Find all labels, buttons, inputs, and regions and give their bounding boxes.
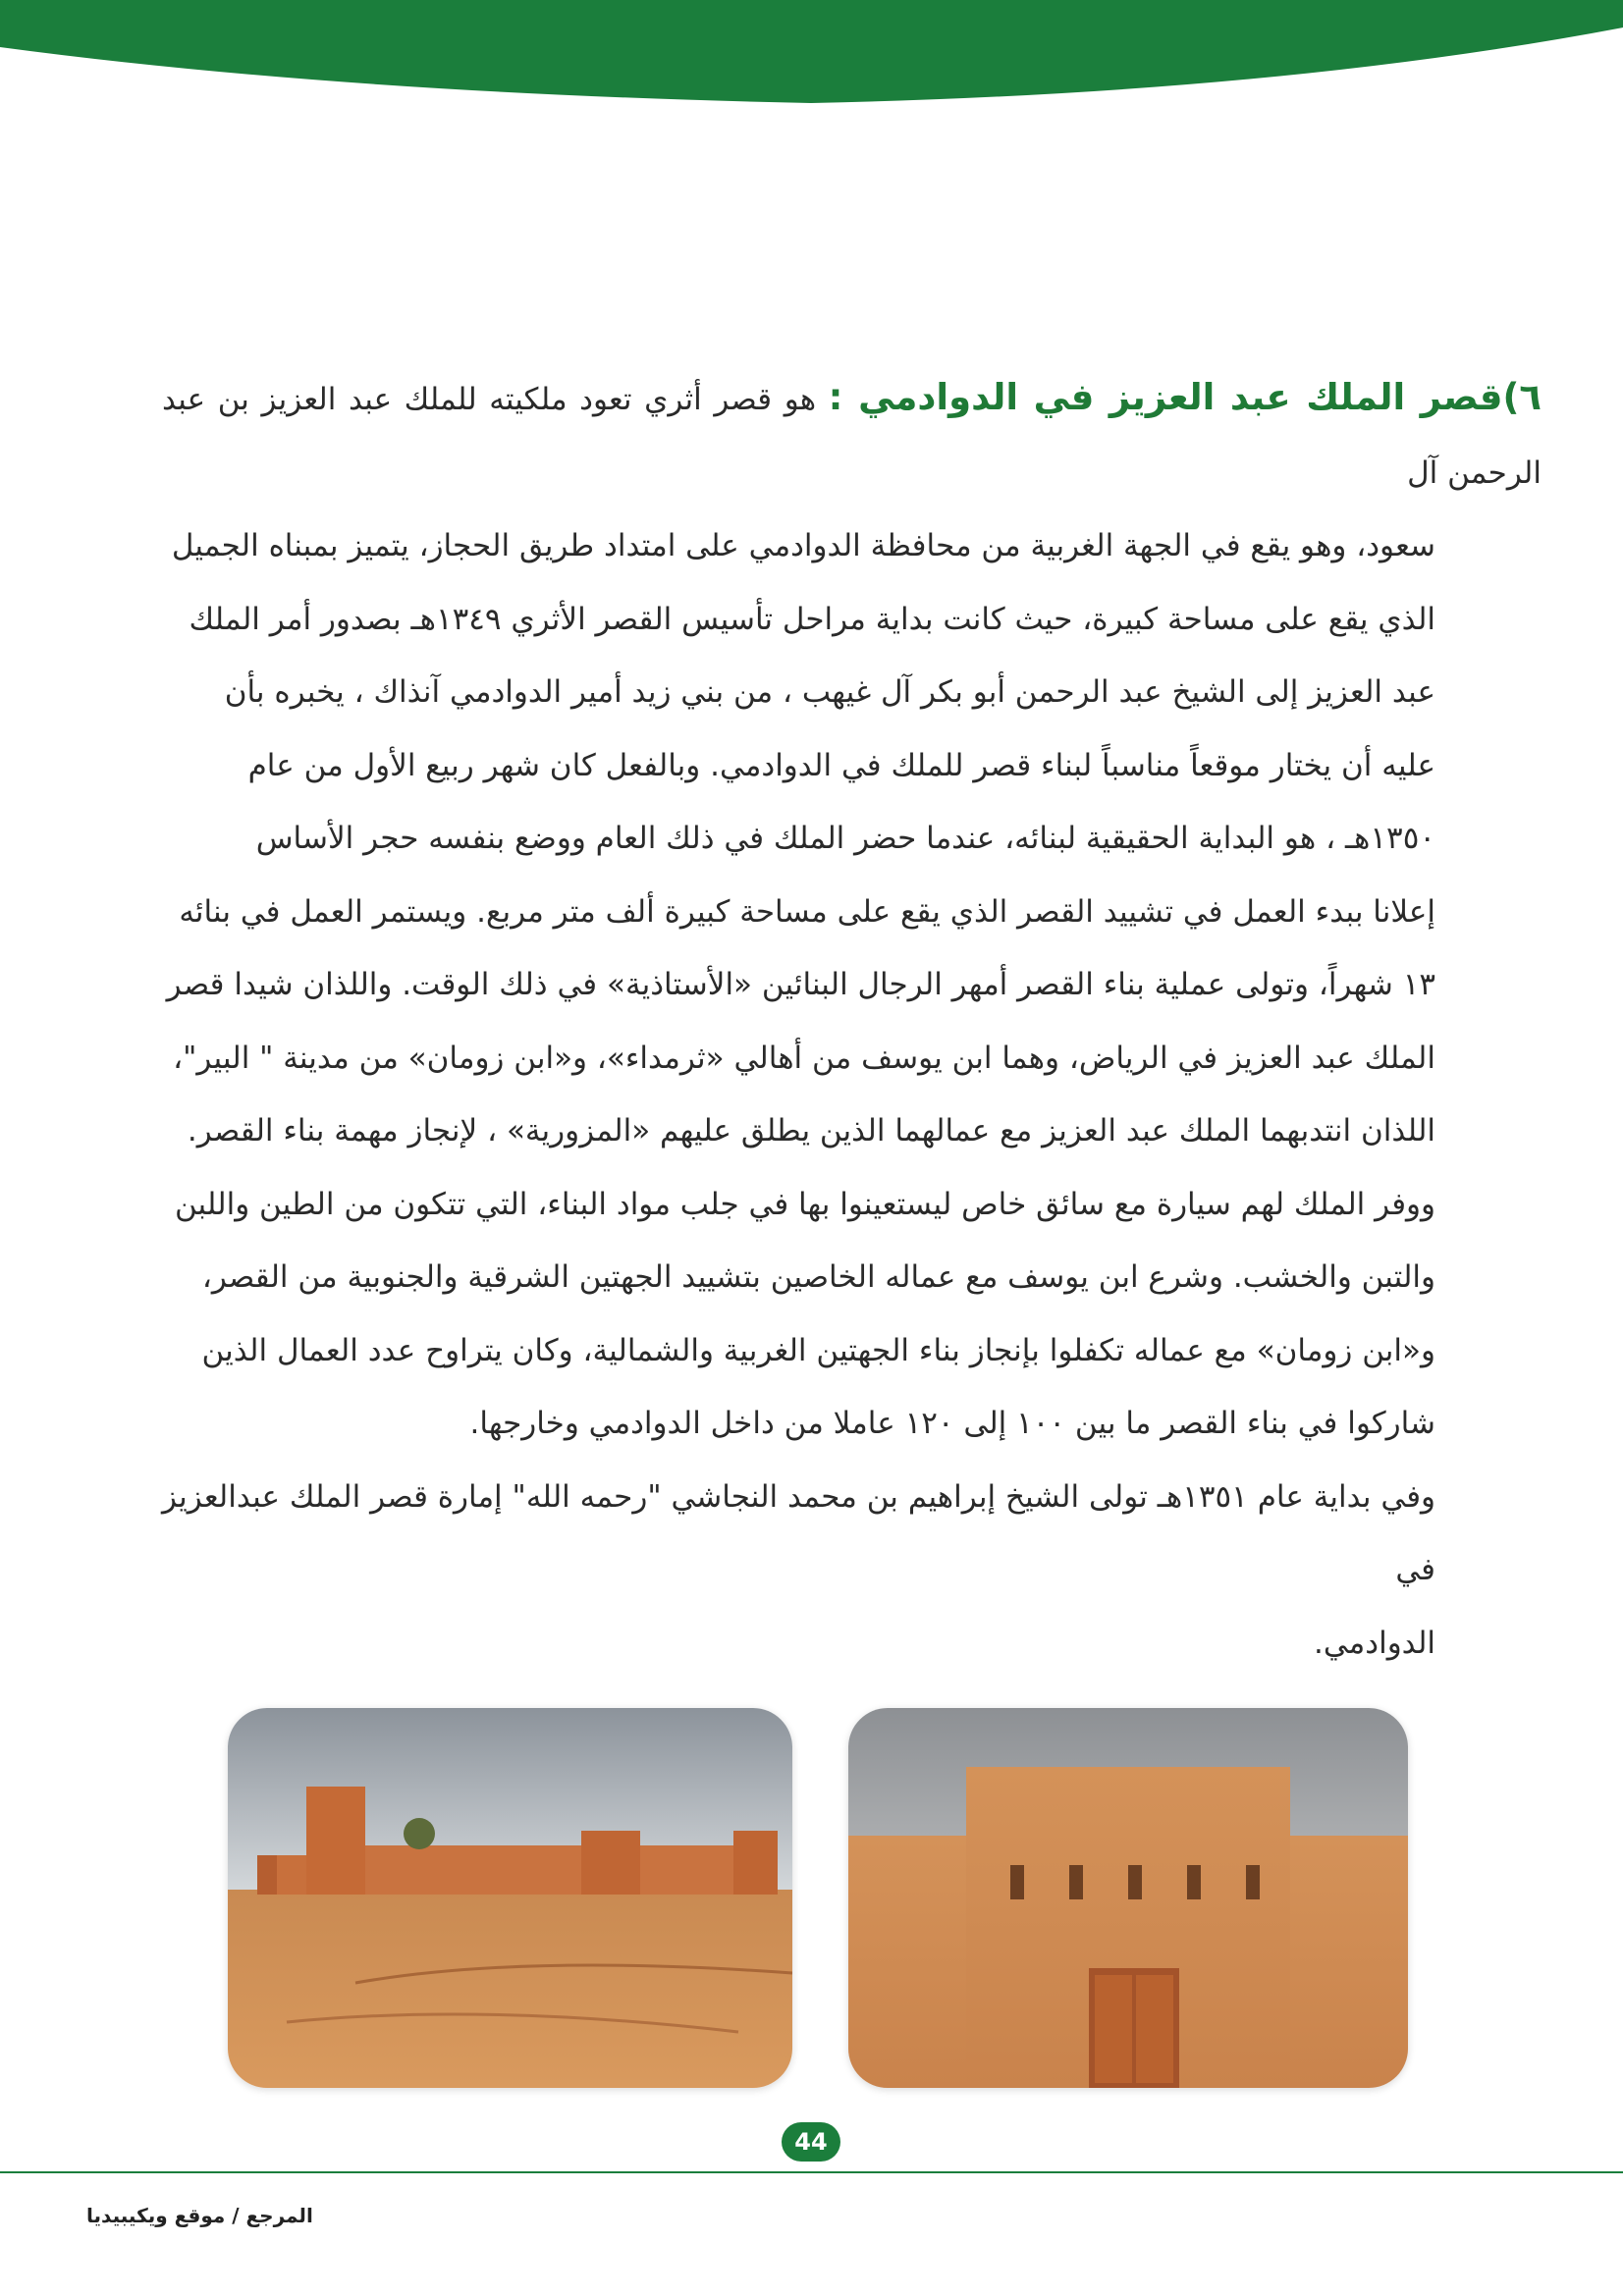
first-line	[162, 361, 1542, 509]
lead-text: هو قصر أثري تعود ملكيته للملك عبد العزيز بن عبد الرحمن آل	[162, 382, 1542, 491]
text-line: والتبن والخشب. وشرع ابن يوسف مع عماله الخاصين بتشييد الجهتين الشرقية والجنوبية من القصر،	[201, 1259, 1435, 1295]
text-line: عبد العزيز إلى الشيخ عبد الرحمن أبو بكر آل غيهب ، من بني زيد أمير الدوادمي آنذاك ، يخبره بأن	[224, 674, 1435, 710]
text-line: ١٣٥٠هـ ، هو البداية الحقيقية لبنائه، عندما حضر الملك في ذلك العام ووضع بنفسه حجر الأساس	[255, 821, 1435, 856]
gate-photo	[848, 1708, 1408, 2088]
section-title: ٦)قصر الملك عبد العزيز في الدوادمي :	[828, 376, 1542, 418]
text-line: إعلانا ببدء العمل في تشييد القصر الذي يقع على مساحة كبيرة ألف متر مربع. ويستمر العمل في بنائه	[179, 893, 1435, 930]
text-line: ١٣ شهراً، وتولى عملية بناء القصر أمهر الرجال البنائين «الأستاذية» في ذلك الوقت. واللذان شيدا قصر	[166, 967, 1435, 1002]
article-body	[162, 361, 1542, 1680]
text-line: الذي يقع على مساحة كبيرة، حيث كانت بداية مراحل تأسيس القصر الأثري ١٣٤٩هـ بصدور أمر الملك	[189, 601, 1435, 637]
paragraph	[162, 509, 1542, 1680]
text-line: عليه أن يختار موقعاً مناسباً لبناء قصر للملك في الدوادمي. وبالفعل كان شهر ربيع الأول من عام	[247, 747, 1435, 783]
text-line: سعود، وهو يقع في الجهة الغربية من محافظة الدوادمي على امتداد طريق الحجاز، يتميز بمبناه الجميل	[171, 528, 1435, 563]
fort-photo	[228, 1708, 792, 2088]
text-line: اللذان انتدبهما الملك عبد العزيز مع عمالهما الذين يطلق عليهم «المزورية» ، لإنجاز مهمة بناء القصر.	[187, 1113, 1435, 1148]
text-line: الدوادمي.	[1313, 1625, 1435, 1661]
text-line: وفي بداية عام ١٣٥١هـ تولى الشيخ إبراهيم بن محمد النجاشي "رحمه الله" إمارة قصر الملك عبدالعزيز في	[162, 1478, 1435, 1587]
header-band	[0, 0, 1623, 113]
text-line: شاركوا في بناء القصر ما بين ١٠٠ إلى ١٢٠ عاملا من داخل الدوادمي وخارجها.	[469, 1406, 1435, 1441]
text-line: و«ابن زومان» مع عماله تكفلوا بإنجاز بناء الجهتين الغربية والشمالية، وكان يتراوح عدد العمال الذين	[201, 1332, 1435, 1368]
page-number-badge: 44	[782, 2122, 840, 2162]
footer-divider	[0, 2171, 1623, 2173]
reference-note: المرجع / موقع ويكيبيديا	[86, 2204, 313, 2227]
text-line: ووفر الملك لهم سيارة مع سائق خاص ليستعينوا بها في جلب مواد البناء، التي تتكون من الطين واللبن	[174, 1186, 1435, 1222]
text-line: الملك عبد العزيز في الرياض، وهما ابن يوسف من أهالي «ثرمداء»، و«ابن زومان» من مدينة " البير"،	[173, 1040, 1435, 1076]
